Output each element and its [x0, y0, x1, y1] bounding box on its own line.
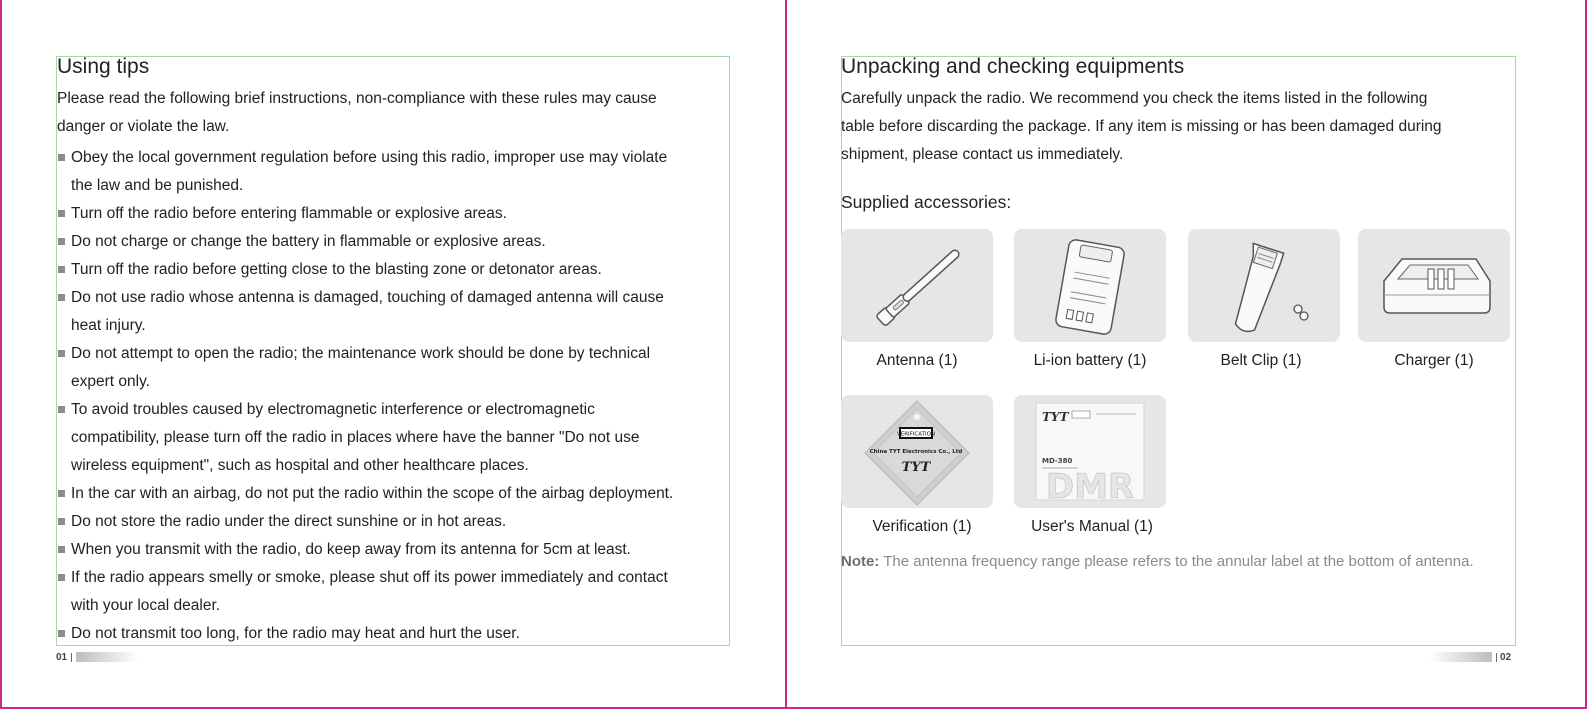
tip-item: [58, 284, 730, 312]
page-spine: [785, 0, 787, 709]
tip-text: Do not store the radio under the direct sunshine or in hot areas.: [71, 513, 507, 530]
antenna-card: [841, 229, 993, 342]
note-text: The antenna frequency range please refers to the annular label at the bottom of antenna.: [879, 553, 1474, 570]
tip-item: [58, 508, 730, 536]
page-border-left: [0, 0, 2, 709]
page-number-divider-left: [71, 653, 72, 662]
tip-item: [58, 144, 730, 172]
tip-item: [58, 256, 730, 284]
tip-text: expert only.: [71, 373, 150, 390]
tip-text: Do not use radio whose antenna is damaged, touching of damaged antenna will cause: [71, 289, 664, 306]
bullet-icon: [58, 630, 65, 637]
tip-text: Turn off the radio before getting close to the blasting zone or detonator areas.: [71, 261, 602, 278]
unpacking-title: Unpacking and checking equipments: [841, 55, 1185, 78]
verification-company-text: China TYT Electronics Co., Ltd: [869, 449, 963, 455]
tip-item: [58, 228, 730, 256]
tip-text: compatibility, please turn off the radio in places where have the banner "Do not use: [71, 429, 640, 446]
tip-item: [58, 396, 730, 424]
tip-text: If the radio appears smelly or smoke, please shut off its power immediately and contact: [71, 569, 668, 586]
tip-text: with your local dealer.: [71, 597, 221, 614]
tips-list: [58, 144, 730, 648]
tip-item-continuation: [58, 312, 730, 340]
manual-big-text: DMR: [1045, 467, 1135, 507]
belt-clip-card: [1188, 229, 1340, 342]
verification-logo-text: TYT: [901, 460, 931, 475]
tip-item-continuation: [58, 592, 730, 620]
using-tips-intro-line2: danger or violate the law.: [57, 118, 230, 135]
bullet-icon: [58, 238, 65, 245]
manual-model-text: MD-380: [1042, 457, 1073, 465]
charger-label: Charger (1): [1394, 352, 1474, 369]
tip-text: heat injury.: [71, 317, 146, 334]
page-number-bar-left: [76, 652, 138, 662]
tip-item: [58, 480, 730, 508]
page-number-divider-right: [1496, 653, 1497, 662]
manual-card: [1014, 395, 1166, 508]
tip-item: [58, 536, 730, 564]
battery-label: Li-ion battery (1): [1033, 352, 1147, 369]
tip-text: the law and be punished.: [71, 177, 244, 194]
belt-clip-label: Belt Clip (1): [1220, 352, 1302, 369]
battery-icon: [1014, 229, 1166, 342]
unpacking-intro-line2: table before discarding the package. If any item is missing or has been damaged during: [841, 118, 1442, 135]
bullet-icon: [58, 210, 65, 217]
tip-text: To avoid troubles caused by electromagnetic interference or electromagnetic: [71, 401, 595, 418]
antenna-note: [841, 553, 1474, 570]
using-tips-intro-line1: Please read the following brief instructions, non-compliance with these rules may cause: [57, 90, 657, 107]
manual-logo-text: TYT: [1042, 410, 1069, 424]
bullet-icon: [58, 294, 65, 301]
tip-item: [58, 564, 730, 592]
tip-text: When you transmit with the radio, do keep away from its antenna for 5cm at least.: [71, 541, 631, 558]
bullet-icon: [58, 266, 65, 273]
tip-item: [58, 200, 730, 228]
unpacking-intro-line1: Carefully unpack the radio. We recommend you check the items listed in the following: [841, 90, 1428, 107]
tip-item-continuation: [58, 452, 730, 480]
manual-label: User's Manual (1): [1031, 518, 1153, 535]
bullet-icon: [58, 518, 65, 525]
tip-item-continuation: [58, 172, 730, 200]
verification-badge-text: VERIFICATION: [896, 431, 936, 438]
tip-text: Turn off the radio before entering flammable or explosive areas.: [71, 205, 507, 222]
page-number-left: 01: [56, 652, 68, 663]
bullet-icon: [58, 574, 65, 581]
tip-item-continuation: [58, 368, 730, 396]
tip-item: [58, 340, 730, 368]
tip-text: Do not charge or change the battery in flammable or explosive areas.: [71, 233, 546, 250]
unpacking-intro-line3: shipment, please contact us immediately.: [841, 146, 1124, 163]
verification-card: [841, 395, 993, 508]
note-label: Note:: [841, 553, 880, 570]
bullet-icon: [58, 490, 65, 497]
antenna-label: Antenna (1): [876, 352, 958, 369]
tip-text: wireless equipment", such as hospital and other healthcare places.: [71, 457, 529, 474]
accessories-heading: Supplied accessories:: [841, 192, 1012, 212]
tip-text: Do not attempt to open the radio; the maintenance work should be done by technical: [71, 345, 651, 362]
bullet-icon: [58, 406, 65, 413]
manual-cover-icon: [1014, 395, 1166, 508]
belt-clip-icon: [1188, 229, 1340, 342]
bullet-icon: [58, 546, 65, 553]
using-tips-title: Using tips: [57, 55, 150, 78]
page-number-bar-right: [1430, 652, 1492, 662]
charger-icon: [1358, 229, 1510, 342]
page-number-right: 02: [1500, 652, 1512, 663]
tip-text: In the car with an airbag, do not put the radio within the scope of the airbag deployment.: [71, 485, 674, 502]
bullet-icon: [58, 350, 65, 357]
tip-item: [58, 620, 730, 648]
antenna-icon: [841, 229, 993, 342]
tip-text: Do not transmit too long, for the radio may heat and hurt the user.: [71, 625, 520, 642]
verification-diamond-icon: [841, 395, 993, 508]
verification-label: Verification (1): [872, 518, 972, 535]
tip-text: Obey the local government regulation before using this radio, improper use may violate: [71, 149, 668, 166]
charger-card: [1358, 229, 1510, 342]
battery-card: [1014, 229, 1166, 342]
bullet-icon: [58, 154, 65, 161]
tip-item-continuation: [58, 424, 730, 452]
